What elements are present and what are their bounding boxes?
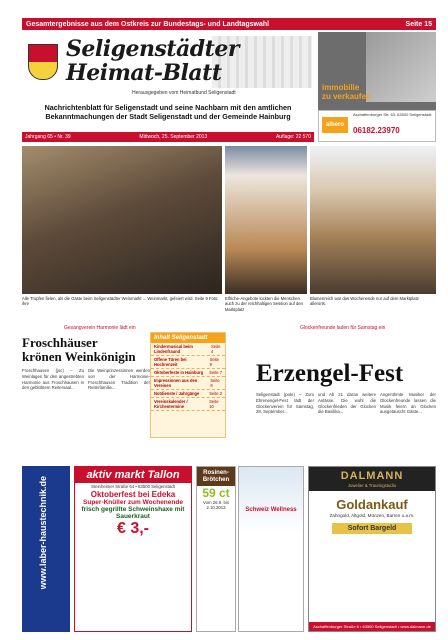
caption-3: Blumenreich war das Wochenende nur auf dem Marktplatz allerorts. <box>310 296 419 307</box>
toc-row[interactable]: Oktoberfeste in Hainburg Seite 7 <box>151 369 225 377</box>
toc-row[interactable]: Impressionen aus den Vereinen Seite 8 <box>151 377 225 390</box>
kicker-left: Gesangverein Harmonie lädt ein <box>64 325 136 331</box>
ad-rosinen-broetchen[interactable] <box>196 466 236 632</box>
masthead-title-line1: Seligenstädter <box>66 36 239 62</box>
issue-date: Mittwoch, 25. September 2013 <box>139 134 208 140</box>
photo-wine-stand <box>225 146 307 294</box>
article-left-col2: Die Weinprinzessinnen werden von der Harmonie-Froschhausen Tradition der Reiterfamilie... <box>88 368 150 391</box>
article-right-col2: und Ab 21 daran weitere Anlässe. Die wohl die Glockenfrieden der Glocken die Basilika... <box>318 392 376 415</box>
aktiv-markt-logo: aktiv markt Tallon <box>75 467 191 483</box>
top-banner-headline: Gesamtergebnisse aus dem Ostkreis zur Bundestags- und Landtagswahl <box>26 20 270 28</box>
albero-logo: albero <box>322 117 348 133</box>
photo-wine-market-crowd <box>22 146 222 294</box>
ad-aktiv-markt[interactable] <box>74 466 192 632</box>
ad-switzerland-wellness[interactable] <box>238 466 304 632</box>
headline-left-line1: Froschhäuser <box>22 335 98 350</box>
dalmann-items: Zahngold, Altgold, Münzen, Barren u.a.m. <box>329 513 415 518</box>
ad-phone: 06182.23970 <box>353 126 400 135</box>
top-banner <box>22 18 436 30</box>
ad-headline-1: immobilie <box>322 83 360 92</box>
issue-number: Jahrgang 65 • Nr. 39 <box>25 134 71 140</box>
subtitle: Nachrichtenblatt für Seligenstadt und seine Nachbarn mit den amtlichen Bekanntmachungen der Stadt Seligenstadt und der Gemeinde Hainburg <box>44 103 292 121</box>
headline-erzengel-fest: Erzengel-Fest <box>256 360 404 387</box>
toc-row[interactable]: Offene Türen bei Hochrenzeit Seite 9 <box>151 356 225 369</box>
toc-title: Inhalt Seligenstadt <box>151 333 225 343</box>
ad-address: Aschaffenburger Str. 63, 63500 Seligenstadt <box>353 112 432 117</box>
dalmann-bargeld-badge: Sofort Bargeld <box>332 523 412 534</box>
dalmann-goldankauf: Goldankauf <box>336 497 408 512</box>
real-estate-ad[interactable] <box>318 32 436 142</box>
ad-dalmann-juwelier[interactable] <box>308 466 436 632</box>
issue-info-bar <box>22 132 314 142</box>
ad-photo <box>366 32 436 102</box>
masthead-title-line2: Heimat-Blatt <box>66 60 222 86</box>
caption-2: Elfriche-Angebote lockten die Menschen auch zu der reichhaltigen Session auf den Marktplatz <box>225 296 303 312</box>
toc-row[interactable]: Kindermusical beim Lindenfraund Seite 4 <box>151 343 225 356</box>
ad-headline <box>322 84 371 102</box>
photo-market-square <box>310 146 436 294</box>
headline-left-line2: krönen Weinkönigin <box>22 348 136 364</box>
aktiv-price: € 3,- <box>116 520 149 537</box>
headline-froschhaeuser <box>22 336 136 363</box>
aktiv-haxe: frisch gegrillte Schweinshaxe mit Sauerkraut <box>81 506 185 520</box>
city-crest-icon <box>28 44 58 80</box>
dalmann-footer: Aschaffenburger Straße 6 • 63500 Seligenstadt • www.dalmann.de <box>309 622 435 631</box>
aktiv-address: Steinheimer Straße 64 • 63500 Seligenstadt <box>91 484 175 489</box>
toc-row[interactable]: Notdienste / Jahrgänge Seite 2 <box>151 390 225 398</box>
ad-headline-2: zu verkaufen <box>322 91 371 101</box>
aktiv-knueller: Super-Knüller zum Wochenende <box>83 499 183 506</box>
publisher-line: Herausgegeben vom Heimatbund Seligenstadt <box>132 90 236 96</box>
rosinen-title: Rosinen-Brötchen <box>197 467 235 486</box>
dalmann-subtitle: Juwelier & Trauringstudio <box>309 483 435 491</box>
ad-footer <box>318 110 436 142</box>
article-right-col1: Seligenstadt (pole) – Zum Ehrenengel-Fest lädt der Glockenverein für Samstag, 28. September... <box>256 392 314 415</box>
ad-laber-haustechnik[interactable] <box>22 466 70 632</box>
caption-1: Alle Tropfen fielen, als die Gäste beim Seligenstädter Weinmarkt ... Weinmarkt, gefeiert wird. Seite 9 Foto: ihre <box>22 296 219 307</box>
article-right-col3: Angerühmte Musiker der Glockenfreunde lassen die Musik feiern an Glocken ausgetauscht Gäste... <box>380 392 436 415</box>
dalmann-logo: DALMANN <box>309 467 435 483</box>
page-number: Seite 15 <box>405 20 432 28</box>
article-left-col1: Froschhausen (jsc) – Zu Weinlagen für den angestrebten Harmonie aus Froschhausen in den geblühtem Reitersaal... <box>22 368 84 391</box>
table-of-contents <box>150 332 226 438</box>
circulation: Auflage: 22 570 <box>275 134 311 140</box>
masthead <box>22 32 314 102</box>
aktiv-oktoberfest: Oktoberfest bei Edeka <box>90 490 176 499</box>
rosinen-dates: Vom 26.9. bis 2.10.2013 <box>202 500 230 511</box>
rosinen-price: 59 ct <box>202 486 230 501</box>
laber-url: www.laber-haustechnik.de <box>38 476 48 590</box>
toc-row[interactable]: Vereinskalender / Kirchentermine Seite 10 <box>151 398 225 411</box>
suisse-title: Schweiz Wellness <box>245 507 297 513</box>
kicker-right: Glockenfreunde laden für Samstag ein <box>300 325 386 331</box>
